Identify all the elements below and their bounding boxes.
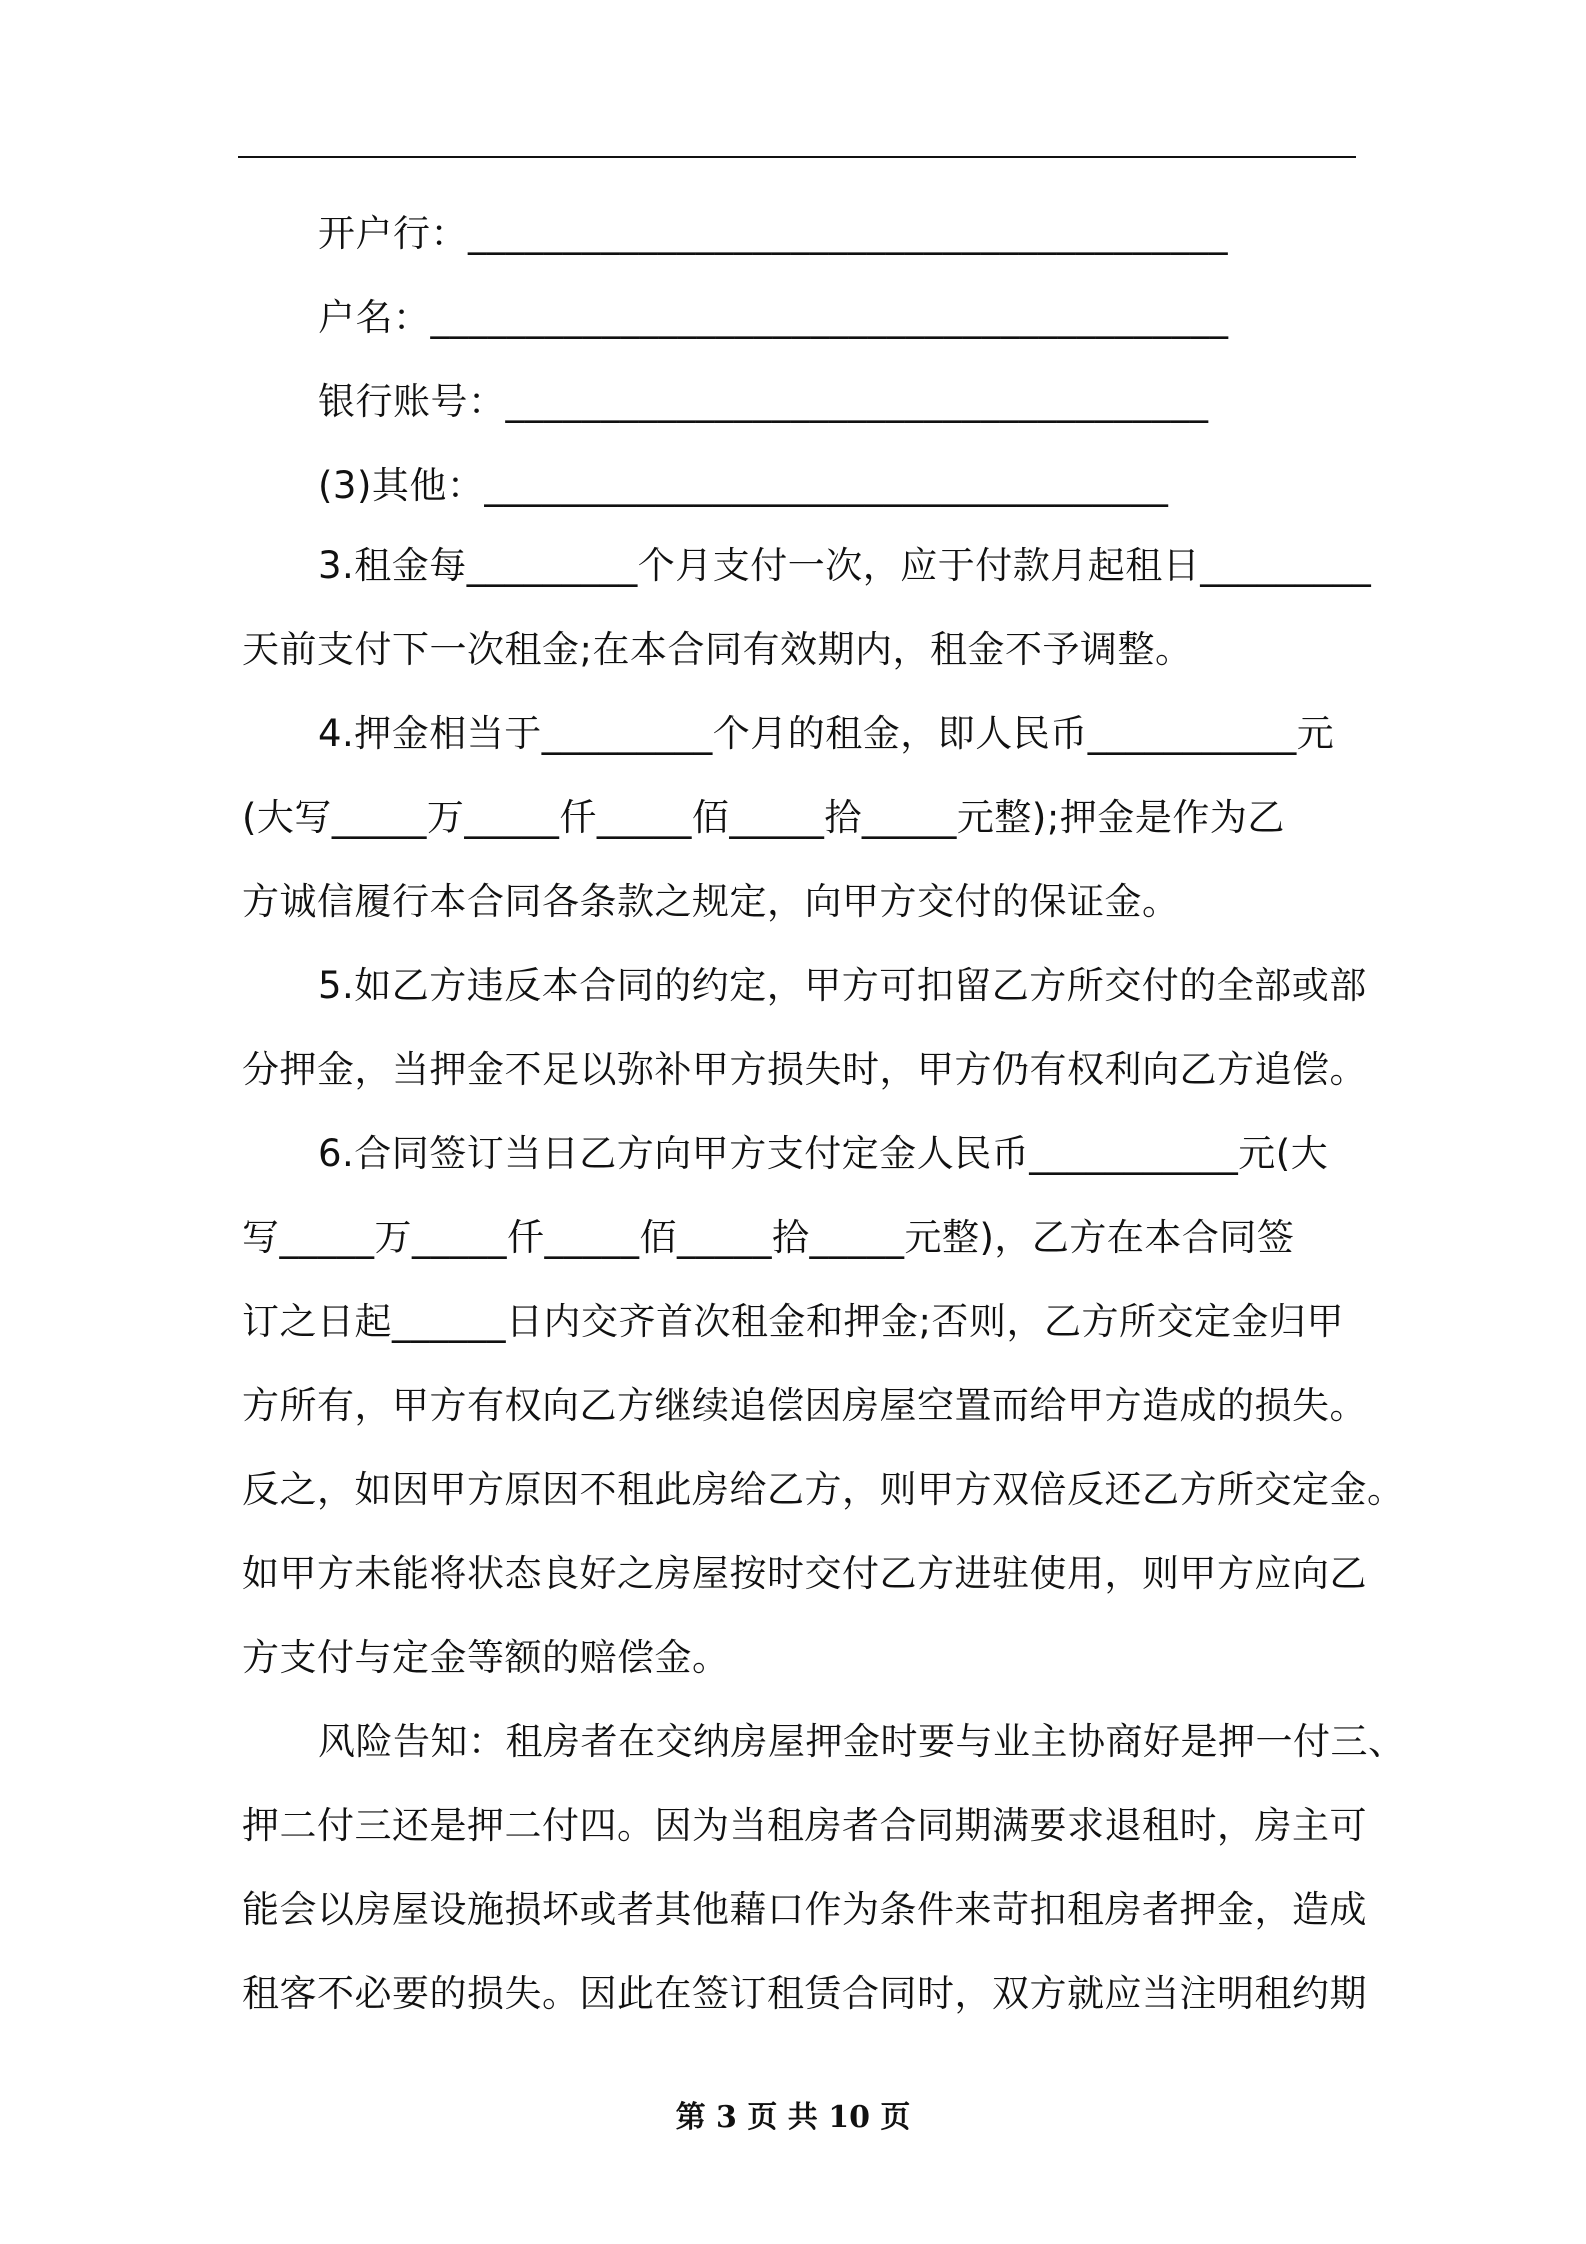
risk-notice-line-2: 押二付三还是押二付四。因为当租房者合同期满要求退租时，房主可 [242, 1804, 1367, 1847]
account-number-line: 银行账号：_____________________________________ [318, 380, 1209, 423]
clause-6-line-4: 方所有，甲方有权向乙方继续追偿因房屋空置而给甲方造成的损失。 [242, 1384, 1367, 1427]
clause-6-line-6: 如甲方未能将状态良好之房屋按时交付乙方进驻使用，则甲方应向乙 [242, 1552, 1367, 1595]
other-method-line: (3)其他：____________________________________ [318, 464, 1169, 507]
clause-6-line-3: 订之日起______日内交齐首次租金和押金;否则，乙方所交定金归甲 [242, 1300, 1344, 1343]
page-number: 第 3 页 共 10 页 [675, 2100, 911, 2135]
clause-3-line-1: 3.租金每_________个月支付一次，应于付款月起租日_________ [318, 544, 1372, 587]
risk-notice-line-1: 风险告知：租房者在交纳房屋押金时要与业主协商好是押一付三、 [318, 1720, 1406, 1763]
clause-4-line-3: 方诚信履行本合同各条款之规定，向甲方交付的保证金。 [242, 880, 1180, 923]
clause-6-line-1: 6.合同签订当日乙方向甲方支付定金人民币___________元(大 [318, 1132, 1329, 1175]
clause-6-line-5: 反之，如因甲方原因不租此房给乙方，则甲方双倍反还乙方所交定金。 [242, 1468, 1405, 1511]
clause-6-line-2: 写_____万_____仟_____佰_____拾_____元整)，乙方在本合同签 [242, 1216, 1295, 1259]
risk-notice-line-4: 租客不必要的损失。因此在签订租赁合同时，双方就应当注明租约期 [242, 1972, 1367, 2015]
risk-notice-line-3: 能会以房屋设施损坏或者其他藉口作为条件来苛扣租房者押金，造成 [242, 1888, 1367, 1931]
clause-5-line-2: 分押金，当押金不足以弥补甲方损失时，甲方仍有权利向乙方追偿。 [242, 1048, 1367, 1091]
clause-5-line-1: 5.如乙方违反本合同的约定，甲方可扣留乙方所交付的全部或部 [318, 964, 1367, 1007]
account-name-line: 户名：__________________________________________ [318, 296, 1229, 339]
clause-6-line-7: 方支付与定金等额的赔偿金。 [242, 1636, 730, 1679]
clause-3-line-2: 天前支付下一次租金;在本合同有效期内，租金不予调整。 [242, 628, 1193, 671]
clause-4-line-1: 4.押金相当于_________个月的租金，即人民币___________元 [318, 712, 1335, 755]
bank-name-line: 开户行：________________________________________ [318, 212, 1228, 255]
clause-4-line-2: (大写_____万_____仟_____佰_____拾_____元整);押金是作为乙 [242, 796, 1285, 839]
header-rule [238, 156, 1356, 158]
